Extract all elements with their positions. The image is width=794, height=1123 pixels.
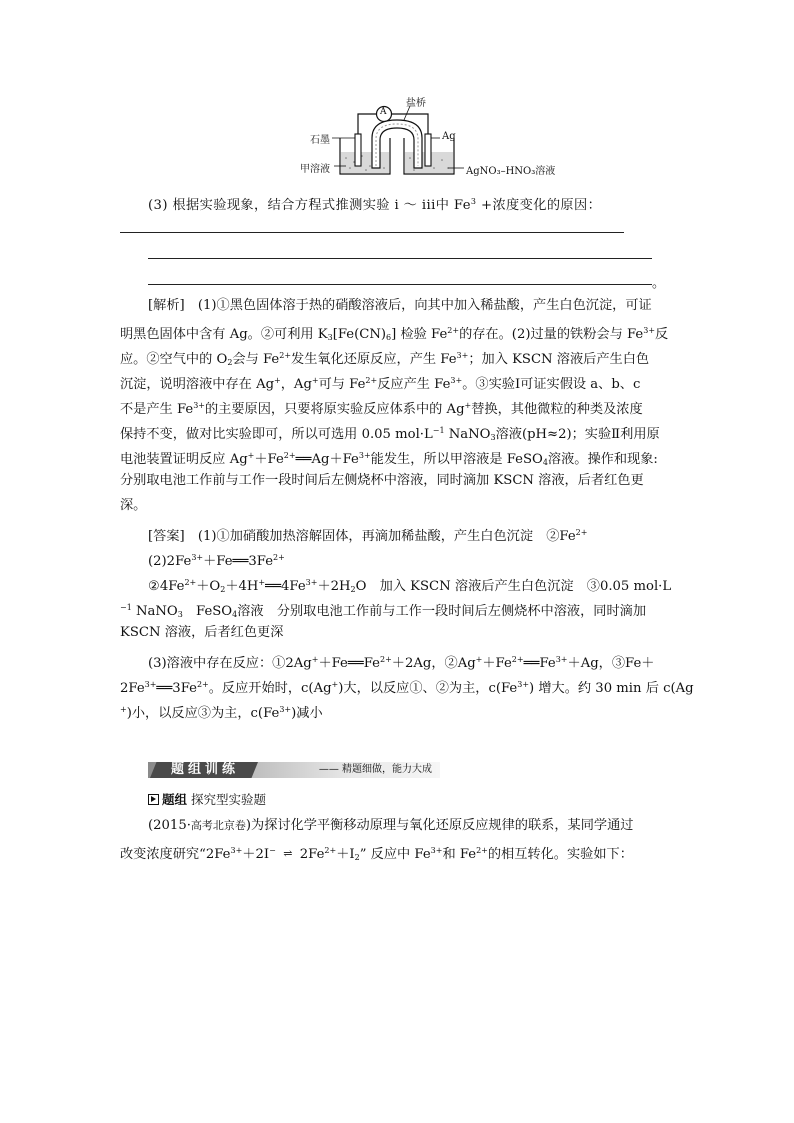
analysis-line: 沉淀，说明溶液中存在 Ag+，Ag+可与 $Fe^{2+}$反应产生 $Fe^{3+}$。③实验Ⅰ可证实假设 a、b、c [120, 376, 641, 392]
answer-line: [答案] (1)①加硝酸加热溶解固体，再滴加稀盐酸，产生白色沉淀 $②Fe^{2+}$ [148, 528, 588, 544]
play-triangle-icon [148, 794, 159, 805]
exam-source: 高考北京卷 [190, 819, 246, 832]
group-heading [148, 790, 680, 810]
exercise-line: 改变浓度研究“$2Fe^{3+}+2I^-$ ⇌ $2Fe^{2+}+I_2$” 反应中 $Fe^{3+}$和 $Fe^{2+}$的相互转化。实验如下： [120, 846, 633, 862]
group-label: 题组 [162, 792, 188, 807]
answer-line: +)小，以反应③为主，$c(Fe^{3+})$减小 [120, 705, 323, 721]
ag-electrode-label: Ag [442, 131, 456, 142]
section-header-bar [148, 762, 440, 778]
answer-line: $②4Fe^{2+}+O_2+4H^+══4Fe^{3+}+2H_2O$ 加入 KSCN 溶液后产生白色沉淀 ③0.05 mol·L [148, 578, 672, 594]
analysis-line: 保持不变，做对比实验即可，所以可选用 0.05 $mol\cdot L^{-1}$ NaNO$_3$溶液(pH≈2)；实验Ⅱ利用原 [120, 426, 660, 442]
solution-a-label: 甲溶液 [300, 164, 330, 175]
answer-line: $(2)2Fe^{3+}+Fe══3Fe^{2+}$ [148, 553, 285, 569]
answer-blank-line[interactable] [120, 232, 624, 233]
analysis-line: 电池装置证明反应 $Ag^++Fe^{2+}══Ag+Fe^{3+}$能发生，所以甲溶液是 FeSO$_4$溶液。操作和现象: [120, 451, 658, 467]
graphite-label: 石墨 [310, 135, 330, 146]
section-title: 题组训练 [170, 762, 239, 777]
analysis-line: 应。②空气中的 $O_2$会与 $Fe^{2+}$发生氧化还原反应，产生 $Fe^{3+}$；加入 KSCN 溶液后产生白色 [120, 351, 650, 367]
analysis-line: 不是产生 $Fe^{3+}$的主要原因，只要将原实验反应体系中的 Ag+替换，其他微粒的种类及浓度 [120, 401, 643, 417]
answer-line: (3)溶液中存在反应：$①2Ag^++Fe══Fe^{2+}+2Ag$，$②Ag^++Fe^{2+}══Fe^{3+}+Ag$，③Fe＋ [148, 655, 655, 671]
answer-blank-line[interactable] [148, 284, 652, 285]
exercise-line: (2015·高考北京卷)为探讨化学平衡移动原理与氧化还原反应规律的联系，某同学通过 [148, 818, 634, 833]
analysis-line: 明黑色固体中含有 Ag。②可利用 $K_3[Fe(CN)_6]$ 检验 $Fe^{2+}$的存在。(2)过量的铁粉会与 $Fe^{3+}$反 [120, 326, 669, 342]
group-name: 探究型实验题 [191, 792, 267, 807]
answer-tag: [答案] [148, 529, 185, 544]
analysis-line: 深。 [120, 498, 147, 513]
analysis-line: 分别取电池工作前与工作一段时间后左侧烧杯中溶液，同时滴加 KSCN 溶液，后者红色更 [120, 473, 644, 488]
galvanic-cell-diagram [300, 98, 556, 180]
blank-end-mark: 。 [652, 276, 666, 291]
question-3-text: (3) 根据实验现象，结合方程式推测实验 i ～ iii中 $Fe^3$ +浓度变化的原因： [148, 197, 602, 213]
answer-line: $^{-1}$ NaNO$_3$ FeSO$_4$溶液 分别取电池工作前与工作一段时间后左侧烧杯中溶液，同时滴加 [120, 603, 647, 619]
analysis-line: [解析] (1)①黑色固体溶于热的硝酸溶液后，向其中加入稀盐酸，产生白色沉淀，可证 [148, 298, 652, 313]
silver-nitrate-solution-label: AgNO₃–HNO₃溶液 [466, 166, 556, 177]
answer-blank-line[interactable] [148, 258, 652, 259]
section-slogan: —— 精题细做，能力大成 [318, 764, 432, 775]
answer-line: KSCN 溶液，后者红色更深 [120, 625, 284, 640]
analysis-tag: [解析] [148, 298, 185, 313]
salt-bridge-label: 盐桥 [406, 98, 426, 109]
reversible-arrow-icon: ⇌ [283, 847, 293, 860]
ammeter-label: A [380, 107, 387, 117]
answer-line: $2Fe^{3+}══3Fe^{2+}$。反应开始时，c(Ag+)大，以反应①、②为主，$c(Fe^{3+})$ 增大。约 30 min 后 c(Ag [120, 680, 694, 696]
